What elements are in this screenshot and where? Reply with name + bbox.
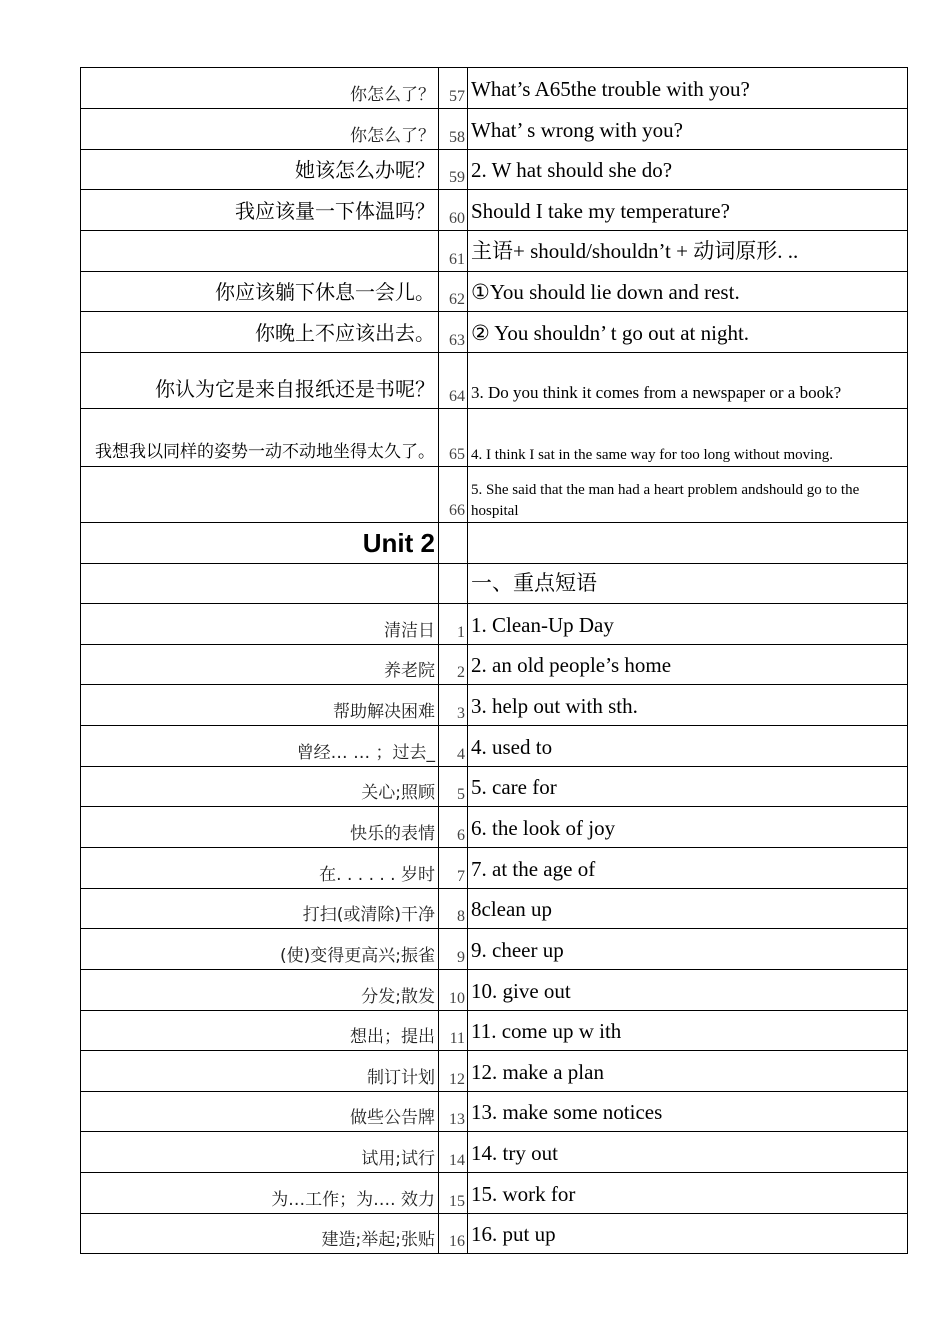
row-number: 65: [439, 409, 468, 467]
chinese-cell: 建造;举起;张贴: [81, 1214, 439, 1254]
row-number: 9: [439, 929, 468, 970]
row-number: 59: [439, 150, 468, 190]
row-number: 8: [439, 889, 468, 929]
chinese-cell: 试用;试行: [81, 1132, 439, 1173]
row-number: 1: [439, 604, 468, 645]
english-cell: 2. an old people’s home: [468, 645, 908, 685]
english-cell: 9. cheer up: [468, 929, 908, 970]
english-cell: 5. She said that the man had a heart problem andshould go to the hospital: [468, 467, 908, 523]
row-number: 57: [439, 68, 468, 109]
english-cell: 5. care for: [468, 767, 908, 807]
table-row: [81, 807, 908, 848]
table-row: [81, 1092, 908, 1132]
table-row: [81, 645, 908, 685]
table-row: [81, 467, 908, 523]
english-cell: 4. used to: [468, 726, 908, 767]
english-cell: What’s A65the trouble with you?: [468, 68, 908, 109]
english-cell: Should I take my temperature?: [468, 190, 908, 231]
chinese-cell: 你应该躺下休息一会儿。: [81, 272, 439, 312]
row-number: 12: [439, 1051, 468, 1092]
chinese-cell: 你怎么了？: [81, 109, 439, 150]
row-number: 16: [439, 1214, 468, 1254]
row-number: 5: [439, 767, 468, 807]
table-row: [81, 1011, 908, 1051]
chinese-cell: [81, 467, 439, 523]
table-row: [81, 726, 908, 767]
english-cell: What’ s wrong with you?: [468, 109, 908, 150]
chinese-cell: 分发;散发: [81, 970, 439, 1011]
phrase-table: [80, 67, 908, 1254]
english-cell: 3. Do you think it comes from a newspaper or a book?: [468, 353, 908, 409]
table-row: [81, 353, 908, 409]
chinese-cell: 她该怎么办呢？: [81, 150, 439, 190]
english-cell: ② You shouldn’ t go out at night.: [468, 312, 908, 353]
table-row: [81, 1173, 908, 1214]
row-number: 13: [439, 1092, 468, 1132]
chinese-cell: (使)变得更高兴;振雀: [81, 929, 439, 970]
chinese-cell: 做些公告牌: [81, 1092, 439, 1132]
row-number: 66: [439, 467, 468, 523]
english-cell: 14. try out: [468, 1132, 908, 1173]
english-cell: 12. make a plan: [468, 1051, 908, 1092]
table-row: [81, 767, 908, 807]
chinese-cell: 在. . . . . . 岁时: [81, 848, 439, 889]
row-number: [439, 564, 468, 604]
row-number: 4: [439, 726, 468, 767]
chinese-cell: 想出；提出: [81, 1011, 439, 1051]
english-cell: 10. give out: [468, 970, 908, 1011]
chinese-cell: 打扫(或清除)干净: [81, 889, 439, 929]
table-row: [81, 970, 908, 1011]
row-number: 7: [439, 848, 468, 889]
english-cell: 11. come up w ith: [468, 1011, 908, 1051]
table-row: [81, 312, 908, 353]
chinese-cell: 我应该量一下体温吗？: [81, 190, 439, 231]
unit-row: [81, 523, 908, 564]
row-number: 10: [439, 970, 468, 1011]
chinese-cell: 你晚上不应该出去。: [81, 312, 439, 353]
chinese-cell: 你认为它是来自报纸还是书呢？: [81, 353, 439, 409]
english-cell: 2. W hat should she do?: [468, 150, 908, 190]
english-cell: 6. the look of joy: [468, 807, 908, 848]
table-row: [81, 150, 908, 190]
row-number: 60: [439, 190, 468, 231]
row-number: 14: [439, 1132, 468, 1173]
table-row: [81, 929, 908, 970]
english-cell: ①You should lie down and rest.: [468, 272, 908, 312]
english-cell: 16. put up: [468, 1214, 908, 1254]
chinese-cell: 为…工作；为…. 效力: [81, 1173, 439, 1214]
table-row: [81, 231, 908, 272]
english-cell: 8clean up: [468, 889, 908, 929]
table-row: [81, 272, 908, 312]
english-cell: [468, 523, 908, 564]
row-number: 15: [439, 1173, 468, 1214]
table-row: [81, 604, 908, 645]
english-cell: 1. Clean-Up Day: [468, 604, 908, 645]
section-heading: 一、重点短语: [468, 564, 908, 604]
table-row: [81, 109, 908, 150]
table-row: [81, 1132, 908, 1173]
row-number: 6: [439, 807, 468, 848]
table-row: [81, 889, 908, 929]
chinese-cell: 关心;照顾: [81, 767, 439, 807]
row-number: 62: [439, 272, 468, 312]
row-number: 64: [439, 353, 468, 409]
row-number: [439, 523, 468, 564]
row-number: 11: [439, 1011, 468, 1051]
chinese-cell: 曾经… … ；过去_: [81, 726, 439, 767]
chinese-cell: 快乐的表情: [81, 807, 439, 848]
table-row: [81, 848, 908, 889]
row-number: 3: [439, 685, 468, 726]
row-number: 2: [439, 645, 468, 685]
chinese-cell: 制订计划: [81, 1051, 439, 1092]
chinese-cell: 养老院: [81, 645, 439, 685]
table-row: [81, 409, 908, 467]
row-number: 58: [439, 109, 468, 150]
table-row: [81, 68, 908, 109]
row-number: 61: [439, 231, 468, 272]
chinese-cell: 帮助解决困难: [81, 685, 439, 726]
grammar-pattern-cell: 主语+ should/shouldn’t + 动词原形. ..: [468, 231, 908, 272]
unit-title: Unit 2: [81, 523, 439, 564]
chinese-cell: [81, 564, 439, 604]
english-cell: 13. make some notices: [468, 1092, 908, 1132]
table-row: [81, 1214, 908, 1254]
table-row: [81, 190, 908, 231]
row-number: 63: [439, 312, 468, 353]
chinese-cell: 你怎么了？: [81, 68, 439, 109]
english-cell: 3. help out with sth.: [468, 685, 908, 726]
english-cell: 15. work for: [468, 1173, 908, 1214]
english-cell: 4. I think I sat in the same way for too long without moving.: [468, 409, 908, 467]
section-row: [81, 564, 908, 604]
table-row: [81, 1051, 908, 1092]
english-cell: 7. at the age of: [468, 848, 908, 889]
chinese-cell: 我想我以同样的姿势一动不动地坐得太久了。: [81, 409, 439, 467]
chinese-cell: [81, 231, 439, 272]
table-row: [81, 685, 908, 726]
chinese-cell: 清洁日: [81, 604, 439, 645]
